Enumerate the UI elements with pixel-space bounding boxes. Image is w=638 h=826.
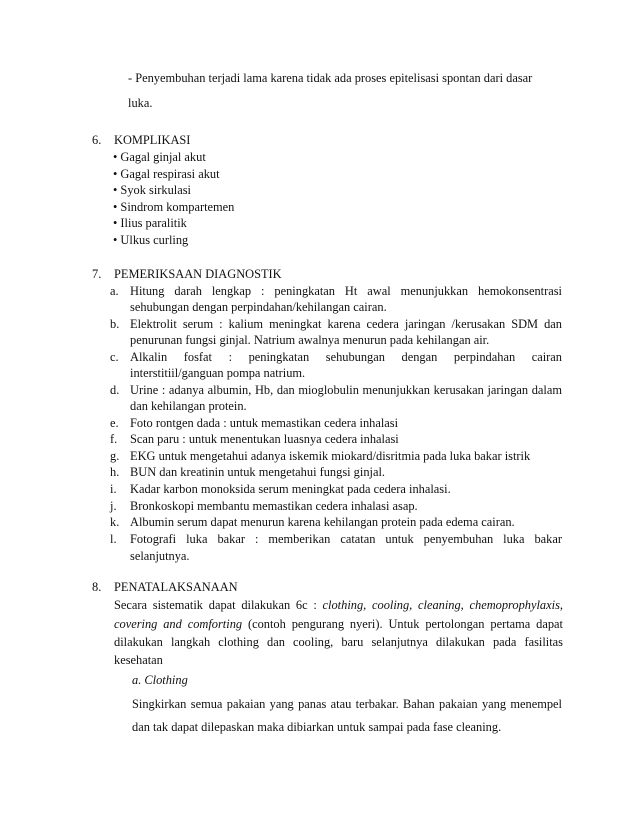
management-paragraph-line <box>114 598 563 613</box>
diagnostic-item-line: Scan paru : untuk menentukan luasnya cedera inhalasi <box>130 432 399 446</box>
clothing-text-line: Singkirkan semua pakaian yang panas atau terbakar. Bahan pakaian yang menempel <box>132 697 562 711</box>
list-item: • Gagal ginjal akut <box>113 150 206 164</box>
section-8-heading <box>92 580 238 595</box>
list-item: • Ulkus curling <box>113 233 189 247</box>
paragraph-italic-text: clothing, cooling, cleaning, chemoprophylaxis, <box>322 598 563 612</box>
diagnostic-letter: b. <box>110 317 120 331</box>
diagnostic-item-line: Elektrolit serum : kalium meningkat karena cedera jaringan /kerusakan SDM dan <box>130 317 562 331</box>
diagnostic-item-line: Albumin serum dapat menurun karena kehilangan protein pada edema cairan. <box>130 515 515 529</box>
diagnostic-item-line: Fotografi luka bakar : memberikan catatan untuk penyembuhan luka bakar <box>130 532 562 546</box>
management-paragraph-line <box>114 617 563 632</box>
paragraph-italic-text: covering and comforting <box>114 617 243 631</box>
diagnostic-letter: j. <box>110 499 117 513</box>
section-title: PEMERIKSAAN DIAGNOSTIK <box>114 267 282 281</box>
diagnostic-item-line: dan kehilangan protein. <box>130 399 247 413</box>
section-number: 8. <box>92 580 102 594</box>
section-number: 6. <box>92 133 102 147</box>
paragraph-text: Secara sistematik dapat dilakukan 6c : <box>114 598 323 612</box>
section-6-heading <box>92 133 190 148</box>
diagnostic-item-line: Alkalin fosfat : peningkatan sehubungan dengan perpindahan cairan <box>130 350 562 364</box>
diagnostic-item-line: Foto rontgen dada : untuk memastikan cedera inhalasi <box>130 416 399 430</box>
diagnostic-letter: g. <box>110 449 120 463</box>
section-number: 7. <box>92 267 102 281</box>
diagnostic-item-line: EKG untuk mengetahui adanya iskemik miokard/disritmia pada luka bakar istrik <box>130 449 531 463</box>
diagnostic-letter: f. <box>110 432 118 446</box>
paragraph-text: (contoh pengurang nyeri). Untuk pertolongan pertama dapat <box>242 617 564 631</box>
diagnostic-item-line: Urine : adanya albumin, Hb, dan mioglobulin menunjukkan kerusakan jaringan dalam <box>130 383 562 397</box>
diagnostic-letter: k. <box>110 515 120 529</box>
diagnostic-letter: d. <box>110 383 120 397</box>
diagnostic-item-line: sehubungan dengan perpindahan/kehilangan cairan. <box>130 300 387 314</box>
intro-line-2: luka. <box>128 96 153 110</box>
diagnostic-item-line: BUN dan kreatinin untuk mengetahui fungsi ginjal. <box>130 465 385 479</box>
management-paragraph-line: dilakukan langkah clothing dan cooling, baru selanjutnya dilakukan pada fasilitas <box>114 635 563 649</box>
diagnostic-letter: a. <box>110 284 119 298</box>
diagnostic-item-line: Hitung darah lengkap : peningkatan Ht awal menunjukkan hemokonsentrasi <box>130 284 562 298</box>
diagnostic-item-line: interstitiil/ganguan pompa natrium. <box>130 366 306 380</box>
management-paragraph-line: kesehatan <box>114 653 163 667</box>
diagnostic-item-line: Kadar karbon monoksida serum meningkat pada cedera inhalasi. <box>130 482 451 496</box>
diagnostic-letter: e. <box>110 416 119 430</box>
list-item: • Gagal respirasi akut <box>113 167 220 181</box>
diagnostic-item-line: penurunan fungsi ginjal. Natrium awalnya menurun pada kehilangan air. <box>130 333 490 347</box>
list-item: • Sindrom kompartemen <box>113 200 235 214</box>
clothing-subheading: a. Clothing <box>132 673 188 687</box>
diagnostic-item-line: Bronkoskopi membantu memastikan cedera inhalasi asap. <box>130 499 418 513</box>
diagnostic-letter: c. <box>110 350 119 364</box>
clothing-text-line: dan tak dapat dilepaskan maka dibiarkan untuk sampai pada fase cleaning. <box>132 720 502 734</box>
diagnostic-letter: l. <box>110 532 117 546</box>
list-item: • Syok sirkulasi <box>113 183 191 197</box>
diagnostic-letter: i. <box>110 482 117 496</box>
diagnostic-letter: h. <box>110 465 120 479</box>
section-title: PENATALAKSANAAN <box>114 580 238 594</box>
intro-line-1: - Penyembuhan terjadi lama karena tidak ada proses epitelisasi spontan dari dasar <box>128 71 533 85</box>
section-7-heading <box>92 267 282 282</box>
section-title: KOMPLIKASI <box>114 133 191 147</box>
diagnostic-item-line: selanjutnya. <box>130 549 190 563</box>
list-item: • Ilius paralitik <box>113 216 187 230</box>
